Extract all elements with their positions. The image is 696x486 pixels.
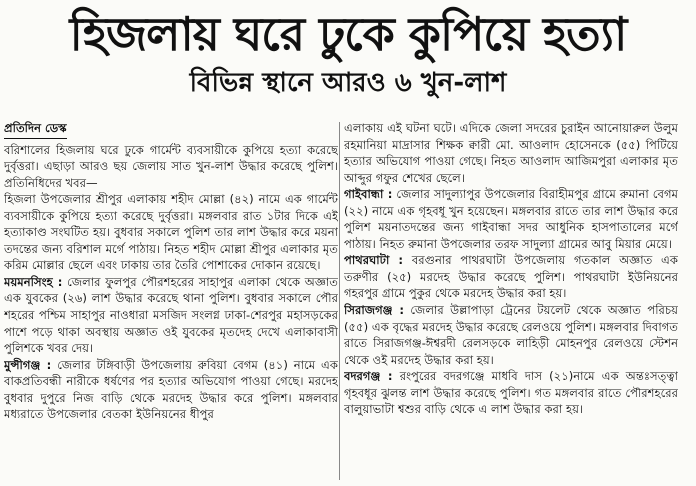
location-label: মুন্সীগঞ্জ :: [4, 357, 52, 372]
location-label: গাইবান্ধা :: [344, 187, 393, 202]
paragraph: বরিশালের হিজলায় ঘরে ঢুকে গার্মেন্ট ব্যবসায়ীকে কুপিয়ে হত্যা করেছে দুর্বৃত্তরা। এছাড়া আরও ছয় জেলায় সাত খুন-লাশ উদ্ধার করেছে পুলিশ। প্রতিনিধিদের খবর—: [4, 142, 338, 190]
right-column: [344, 120, 678, 480]
paragraph: মুন্সীগঞ্জ : জেলার টঙ্গিবাড়ী উপজেলায় রুবিয়া বেগম (৪১) নামে এক বাকপ্রতিবন্ধী নারীকে ধর্ষণের পর হত্যার অভিযোগ পাওয়া গেছে। মরদেহ বুধবার দুপুরে নিজ বাড়ি থেকে মরদেহ উদ্ধার করে পুলিশ। মঙ্গলবার মধ্যরাতে উপজেলার বেতকা ইউনিয়নের ধীপুর: [4, 357, 338, 422]
location-label: পাথরঘাটা :: [344, 253, 404, 268]
paragraph: পাথরঘাটা : বরগুনার পাথরঘাটা উপজেলায় গতকাল অজ্ঞাত এক তরুণীর (২৫) মরদেহ উদ্ধার করেছে পুলিশ। পাথরঘাটা ইউনিয়নের গহরপুর গ্রামে পুকুর থেকে মরদেহ উদ্ধার করা হয়।: [344, 253, 678, 301]
paragraph: এলাকায় এই ঘটনা ঘটে। এদিকে জেলা সদরের চুরাইন আনোয়ারুল উলুম রহমানিয়া মাদ্রাসার শিক্ষক ক্বারী মো. আওলাদ হোসেনকে (৫৫) পিটিয়ে হত্যার অভিযোগ পাওয়া গেছে। নিহত আওলাদ আজিমপুরা এলাকার মৃত আব্দুর গফুর শেখের ছেলে।: [344, 121, 678, 185]
paragraph: ময়মনসিংহ : জেলার ফুলপুর পৌরশহরের সাহাপুর এলাকা থেকে অজ্ঞাত এক যুবকের (২৬) লাশ উদ্ধার করেছে থানা পুলিশ। বুধবার সকালে পৌর শহরের পশ্চিম সাহাপুর নাওধারা মসজিদ সংলগ্ন ঢাকা-শেরপুর মহাসড়কের পাশে পড়ে থাকা অবস্থায় অজ্ঞাত ওই যুবকের মৃতদেহ দেখে এলাকাবাসী পুলিশকে খবর দেয়।: [4, 274, 338, 356]
paragraph: সিরাজগঞ্জ : জেলার উল্লাপাড়া ট্রেনের টয়লেট থেকে অজ্ঞাত পরিচয় (৫৫) এক বৃদ্ধের মরদেহ উদ্ধার করেছে রেলওয়ে পুলিশ। মঙ্গলবার দিবাগত রাতে সিরাজগঞ্জ-ঈশ্বরদী রেলসড়কে লাহিড়ী মোহনপুর রেলওয়ে স্টেশন থেকে ওই মরদেহ উদ্ধার করা হয়।: [344, 303, 678, 367]
location-label: সিরাজগঞ্জ :: [344, 303, 404, 318]
column-divider: [339, 122, 340, 480]
headline: হিজলায় ঘরে ঢুকে কুপিয়ে হত্যা: [69, 7, 627, 61]
paragraph: গাইবান্ধা : জেলার সাদুল্যাপুর উপজেলার বিরাহীমপুর গ্রামে রুমানা বেগম (২২) নামে এক গৃহবধূ খুন হয়েছেন। মঙ্গলবার রাতে তার লাশ উদ্ধার করে পুলিশ ময়নাতদন্তের জন্য গাইবান্ধা সদর আধুনিক হাসপাতালের মর্গে পাঠায়। নিহত রুমানা উপজেলার তরফ সাদুল্যা গ্রামের আবু মিয়ার মেয়ে।: [344, 187, 678, 251]
left-column: [4, 120, 338, 480]
paragraph: হিজলা উপজেলার শ্রীপুর এলাকায় শহীদ মোল্লা (৪২) নামে এক গার্মেন্ট ব্যবসায়ীকে কুপিয়ে হত্যা করেছে দুর্বৃত্তরা। মঙ্গলবার রাত ১টার দিকে এই হত্যাকাণ্ড সংঘটিত হয়। বুধবার সকালে পুলিশ তার লাশ উদ্ধার করে ময়না তদন্তের জন্য বরিশাল মর্গে পাঠায়। নিহত শহীদ মোল্লা শ্রীপুর এলাকার মৃত করিম মোল্লার ছেলে এবং ঢাকায় তার তৈরি পোশাকের দোকান রয়েছে।: [4, 192, 338, 273]
location-label: ময়মনসিংহ :: [4, 274, 63, 289]
location-label: বদরগঞ্জ :: [344, 369, 393, 384]
desk-byline: প্রতিদিন ডেস্ক: [4, 120, 67, 139]
paragraph: বদরগঞ্জ : রংপুরের বদরগঞ্জে মাধবি দাস (২১)নামে এক অন্তঃসত্ত্বা গৃহবধূর ঝুলন্ত লাশ উদ্ধার করেছে পুলিশ। গত মঙ্গলবার রাতে পৌরশহরের বালুয়াভাটা শ্বশুর বাড়ি থেকে এ লাশ উদ্ধার করা হয়।: [344, 369, 678, 417]
subheadline: বিভিন্ন স্থানে আরও ৬ খুন-লাশ: [189, 68, 507, 98]
